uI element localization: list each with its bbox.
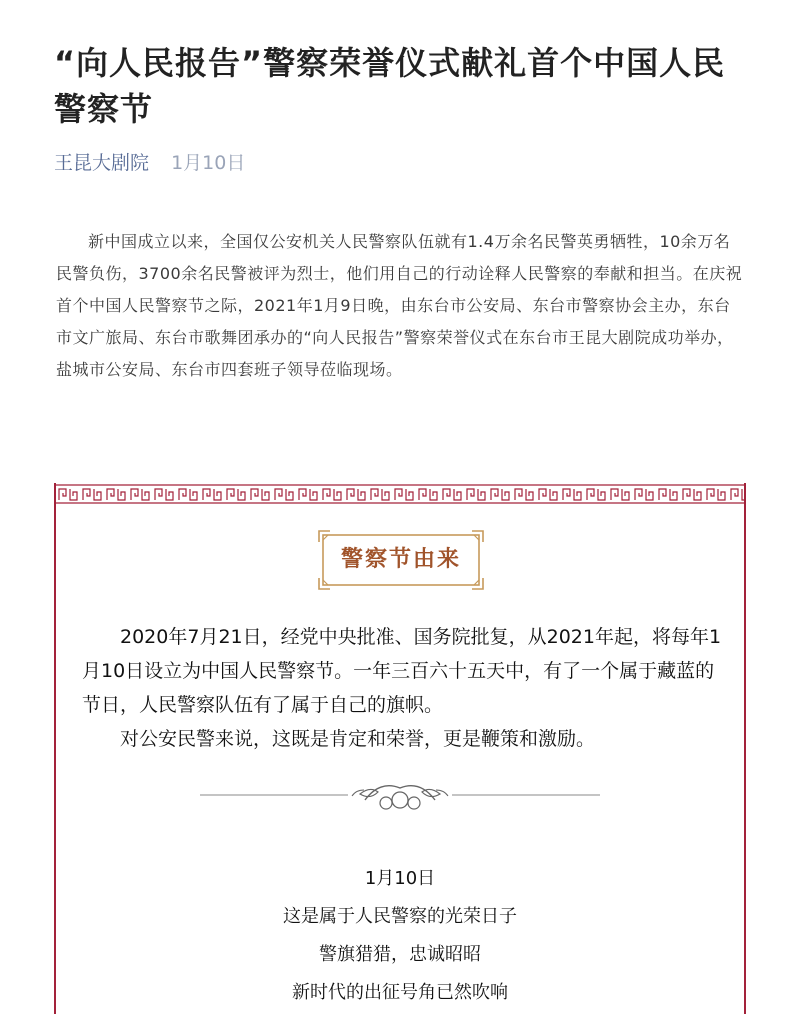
badge-title: 警察节由来: [340, 547, 461, 572]
section-badge: [318, 530, 484, 590]
article-meta: [54, 148, 245, 178]
author-link[interactable]: 王昆大剧院: [54, 152, 150, 174]
origin-section: [82, 620, 722, 756]
origin-paragraph-2: 对公安民警来说，这既是肯定和荣誉，更是鞭策和激励。: [120, 728, 596, 750]
origin-paragraph-1: 2020年7月21日，经党中央批准、国务院批复，从2021年起，将每年1月10日设立为中国人民警察节。一年三百六十五天中，有了一个属于藏蓝的节日，人民警察队伍有了属于自己的旗帜。: [82, 626, 722, 716]
intro-paragraph: 新中国成立以来，全国仅公安机关人民警察队伍就有1.4万余名民警英勇牺牲，10余万名民警负伤，3700余名民警被评为烈士，他们用自己的行动诠释人民警察的奉献和担当。在庆祝首个中国人民警察节之际，2021年1月9日晚，由东台市公安局、东台市警察协会主办，东台市文广旅局、东台市歌舞团承办的“向人民报告”警察荣誉仪式在东台市王昆大剧院成功举办，盐城市公安局、东台市四套班子领导莅临现场。: [56, 232, 743, 379]
frame-top-pattern: [56, 483, 744, 505]
poem-line: 警旗猎猎，忠诚昭昭: [319, 944, 481, 965]
floral-divider-icon: [200, 770, 600, 820]
article-title: “向人民报告”警察荣誉仪式献礼首个中国人民警察节: [54, 44, 726, 128]
poem-line: 新时代的出征号角已然吹响: [292, 982, 508, 1003]
poem: [100, 860, 700, 1012]
publish-date: 1月10日: [171, 152, 246, 174]
poem-line: 1月10日: [364, 868, 436, 889]
poem-line: 这是属于人民警察的光荣日子: [283, 906, 517, 927]
